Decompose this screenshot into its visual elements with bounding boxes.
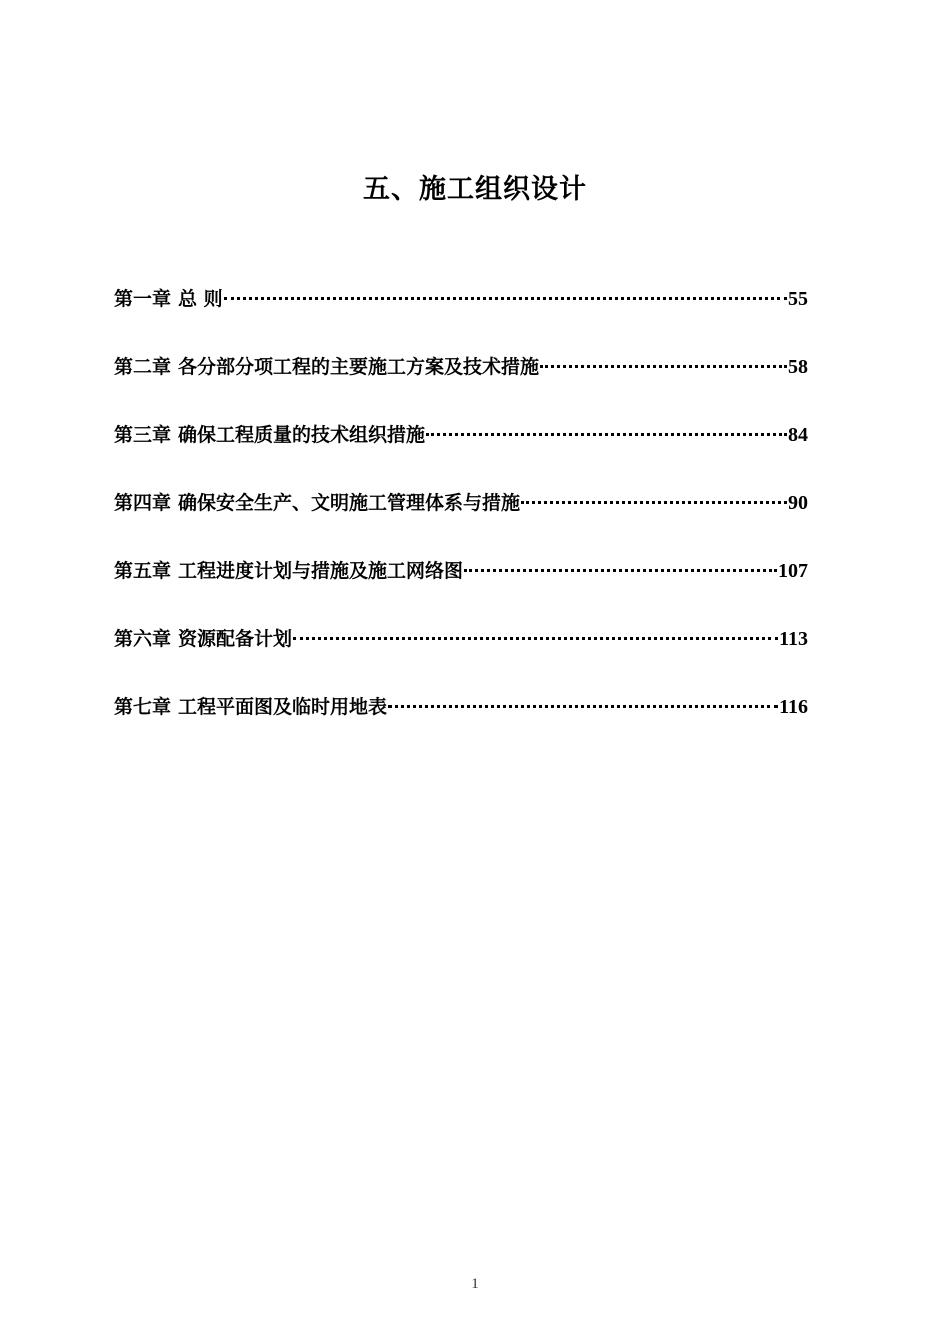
toc-entry-title: 确保工程质量的技术组织措施: [178, 424, 426, 446]
page-footer-number: 1: [471, 1276, 479, 1292]
toc-entry-title: 总 则: [178, 288, 223, 310]
toc-dot-leader: [388, 681, 778, 708]
toc-entry-title: 各分部分项工程的主要施工方案及技术措施: [178, 356, 540, 378]
toc-chapter-label: 第六章: [114, 628, 172, 650]
toc-entry[interactable]: [114, 346, 808, 414]
toc-entry[interactable]: [114, 550, 808, 618]
toc-dot-leader: [464, 545, 777, 572]
toc-dot-leader: [224, 273, 787, 300]
toc-entry-title: 工程平面图及临时用地表: [178, 696, 388, 718]
toc-chapter-label: 第五章: [114, 560, 172, 582]
toc-entry-title: 资源配备计划: [178, 628, 293, 650]
toc-page-number: 58: [788, 356, 808, 378]
toc-entry-title: 工程进度计划与措施及施工网络图: [178, 560, 464, 582]
toc-page-number: 84: [788, 424, 808, 446]
toc-page-number: 107: [778, 560, 808, 582]
toc-entry[interactable]: [114, 618, 808, 686]
toc-entry[interactable]: [114, 686, 808, 754]
toc-dot-leader: [540, 341, 787, 368]
toc-dot-leader: [293, 613, 778, 640]
toc-dot-leader: [521, 477, 787, 504]
page-title: 五、施工组织设计: [363, 174, 587, 205]
toc-page-number: 55: [788, 288, 808, 310]
toc-entry[interactable]: [114, 414, 808, 482]
toc-page-number: 116: [779, 696, 808, 718]
toc-entry[interactable]: [114, 278, 808, 346]
toc-chapter-label: 第七章: [114, 696, 172, 718]
toc-entry-title: 确保安全生产、文明施工管理体系与措施: [178, 492, 521, 514]
toc-chapter-label: 第四章: [114, 492, 172, 514]
toc-page-number: 90: [788, 492, 808, 514]
toc-chapter-label: 第二章: [114, 356, 172, 378]
toc-chapter-label: 第一章: [114, 288, 172, 310]
toc-chapter-label: 第三章: [114, 424, 172, 446]
toc-entry[interactable]: [114, 482, 808, 550]
toc-page-number: 113: [779, 628, 808, 650]
table-of-contents: [114, 278, 808, 754]
toc-dot-leader: [426, 409, 787, 436]
